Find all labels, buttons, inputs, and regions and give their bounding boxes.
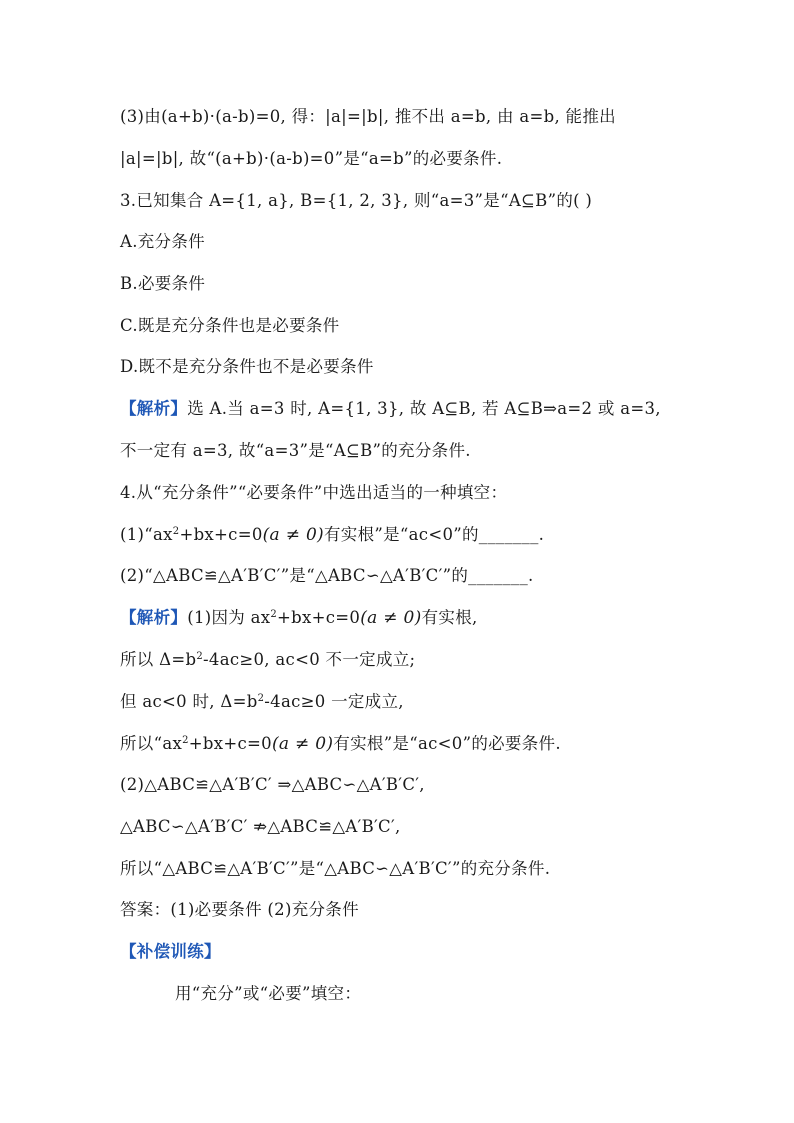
analysis-3-text-1: 选 A.当 a=3 时, A={1, 3}, 故 A⊆B, 若 A⊆B⇒a=2 或 a=3, <box>187 399 661 418</box>
option-c: C.既是充分条件也是必要条件 <box>120 316 340 335</box>
compensation-label: 【补偿训练】 <box>120 942 221 961</box>
s2-square: 2 <box>196 651 204 662</box>
answer-line: 答案：(1)必要条件 (2)充分条件 <box>120 900 359 919</box>
s1-condition: (a ≠ 0) <box>360 608 422 628</box>
fill-instruction: 用“充分”或“必要”填空： <box>175 984 362 1003</box>
s4-square: 2 <box>182 735 189 746</box>
question-4-part-1 <box>120 525 544 545</box>
q4-1-mid: +bx+c=0 <box>179 525 263 544</box>
line-3-conclusion-2: |a|=|b|, 故“(a+b)·(a-b)=0”是“a=b”的必要条件. <box>120 149 503 168</box>
s2-post: -4ac≥0, ac<0 不一定成立; <box>203 650 416 669</box>
analysis-4-line-4 <box>120 734 561 754</box>
option-b: B.必要条件 <box>120 274 206 293</box>
analysis-4-line-3 <box>120 692 404 712</box>
s4-pre: 所以“ax <box>120 734 183 753</box>
s1-square: 2 <box>270 609 278 620</box>
question-3-stem: 3.已知集合 A={1, a}, B={1, 2, 3}, 则“a=3”是“A⊆B”的( ) <box>120 191 593 210</box>
analysis-4-line-6: △ABC∽△A′B′C′ ⇏△ABC≌△A′B′C′, <box>120 817 401 836</box>
s1-post: 有实根, <box>421 608 478 627</box>
analysis-label: 【解析】 <box>120 399 188 418</box>
q4-1-post: 有实根”是“ac<0”的_______. <box>324 525 545 544</box>
s3-pre: 但 ac<0 时, Δ=b <box>120 692 258 711</box>
q4-1-condition: (a ≠ 0) <box>262 525 324 545</box>
analysis-4-line-7: 所以“△ABC≌△A′B′C′”是“△ABC∽△A′B′C′”的充分条件. <box>120 859 551 878</box>
q4-1-pre: (1)“ax <box>120 525 173 544</box>
s1-mid: +bx+c=0 <box>277 608 361 627</box>
analysis-3-line-1 <box>120 399 661 419</box>
analysis-label-2: 【解析】 <box>120 608 188 627</box>
line-3-conclusion-1: (3)由(a+b)·(a-b)=0, 得：|a|=|b|, 推不出 a=b, 由 a=b, 能推出 <box>120 107 616 126</box>
s3-square: 2 <box>257 693 265 704</box>
s1-pre: (1)因为 ax <box>187 608 271 627</box>
s4-condition: (a ≠ 0) <box>271 734 334 754</box>
s4-post: 有实根”是“ac<0”的必要条件. <box>333 734 561 753</box>
analysis-3-line-2: 不一定有 a=3, 故“a=3”是“A⊆B”的充分条件. <box>120 441 471 460</box>
s3-post: -4ac≥0 一定成立, <box>264 692 404 711</box>
analysis-4-line-5: (2)△ABC≌△A′B′C′ ⇒△ABC∽△A′B′C′, <box>120 775 425 794</box>
question-4-stem: 4.从“充分条件”“必要条件”中选出适当的一种填空： <box>120 483 508 502</box>
q4-1-square: 2 <box>172 526 180 537</box>
question-4-part-2: (2)“△ABC≌△A′B′C′”是“△ABC∽△A′B′C′”的_______. <box>120 566 534 585</box>
analysis-4-line-2 <box>120 650 415 670</box>
analysis-4-line-1 <box>120 608 478 628</box>
option-d: D.既不是充分条件也不是必要条件 <box>120 357 374 376</box>
s4-mid: +bx+c=0 <box>188 734 272 753</box>
option-a: A.充分条件 <box>120 232 205 251</box>
s2-pre: 所以 Δ=b <box>120 650 197 669</box>
